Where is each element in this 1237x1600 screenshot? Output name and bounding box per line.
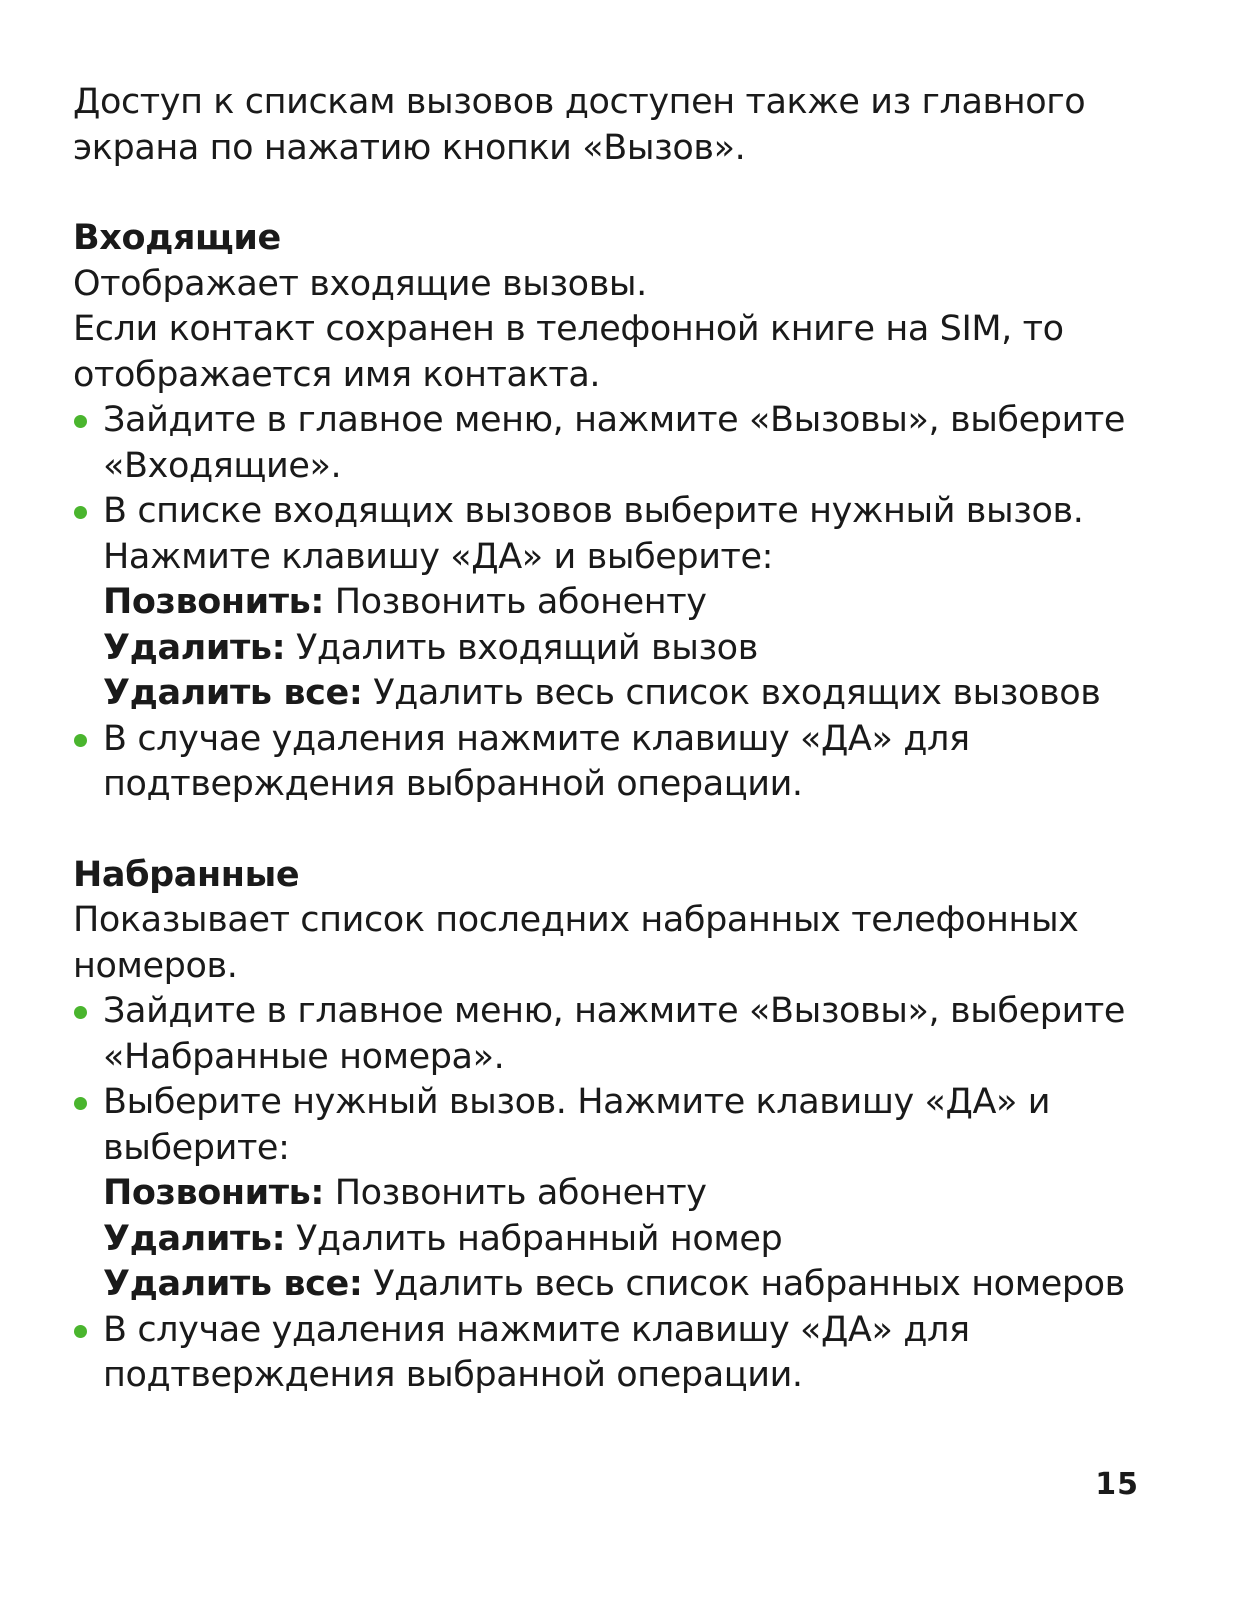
manual-page-content	[73, 80, 1163, 1399]
option-label: Удалить все:	[103, 673, 363, 713]
option-label: Удалить все:	[103, 1264, 363, 1304]
option-text: Позвонить абоненту	[324, 1173, 707, 1213]
incoming-section	[73, 216, 1163, 808]
dialed-bullet-select-call	[73, 1080, 1163, 1308]
incoming-description: Отображает входящие вызовы.	[73, 263, 647, 304]
bullet-text: В случае удаления нажмите клавишу «ДА» для подтверждения выбранной операции.	[103, 718, 970, 804]
option-delete	[103, 626, 1163, 672]
section-spacer	[73, 171, 1163, 216]
intro-paragraph: Доступ к спискам вызовов доступен также из главного экрана по нажатию кнопки «Вызов».	[73, 82, 1086, 168]
bullet-text: В случае удаления нажмите клавишу «ДА» для подтверждения выбранной операции.	[103, 1309, 970, 1395]
bullet-dot-icon	[74, 415, 87, 428]
incoming-heading: Входящие	[73, 218, 281, 258]
bullet-dot-icon	[74, 734, 87, 747]
page-number: 15	[1095, 1467, 1139, 1502]
option-label: Удалить:	[103, 627, 286, 668]
bullet-dot-icon	[74, 506, 87, 519]
bullet-dot-icon	[74, 1325, 87, 1338]
option-text: Удалить весь список входящих вызовов	[362, 673, 1101, 713]
bullet-text: Выберите нужный вызов. Нажмите клавишу «ДА» и выберите:	[103, 1082, 1051, 1168]
bullet-dot-icon	[74, 1097, 87, 1110]
dialed-section	[73, 853, 1163, 1399]
incoming-contact-note: Если контакт сохранен в телефонной книге на SIM, то отображается имя контакта.	[73, 309, 1064, 395]
bullet-dot-icon	[74, 1006, 87, 1019]
dialed-bullet-confirm-delete	[73, 1308, 1163, 1399]
incoming-bullet-confirm-delete	[73, 717, 1163, 808]
incoming-bullet-open-menu	[73, 398, 1163, 489]
incoming-bullet-select-call	[73, 489, 1163, 717]
dialed-bullet-open-menu	[73, 989, 1163, 1080]
section-spacer	[73, 808, 1163, 853]
option-text: Удалить входящий вызов	[285, 627, 758, 668]
option-text: Удалить набранный номер	[285, 1218, 783, 1259]
dialed-heading: Набранные	[73, 854, 300, 895]
option-label: Удалить:	[103, 1218, 286, 1259]
option-delete-all	[103, 671, 1163, 717]
option-call	[103, 1171, 1163, 1217]
option-delete	[103, 1217, 1163, 1263]
option-label: Позвонить:	[103, 582, 324, 622]
dialed-description: Показывает список последних набранных телефонных номеров.	[73, 900, 1079, 986]
bullet-text: Зайдите в главное меню, нажмите «Вызовы», выберите «Входящие».	[103, 400, 1126, 486]
bullet-text: В списке входящих вызовов выберите нужный вызов. Нажмите клавишу «ДА» и выберите:	[103, 491, 1084, 577]
option-text: Удалить весь список набранных номеров	[362, 1264, 1125, 1304]
bullet-text: Зайдите в главное меню, нажмите «Вызовы», выберите «Набранные номера».	[103, 991, 1126, 1077]
option-label: Позвонить:	[103, 1173, 324, 1213]
option-text: Позвонить абоненту	[324, 582, 707, 622]
option-call	[103, 580, 1163, 626]
option-delete-all	[103, 1262, 1163, 1308]
